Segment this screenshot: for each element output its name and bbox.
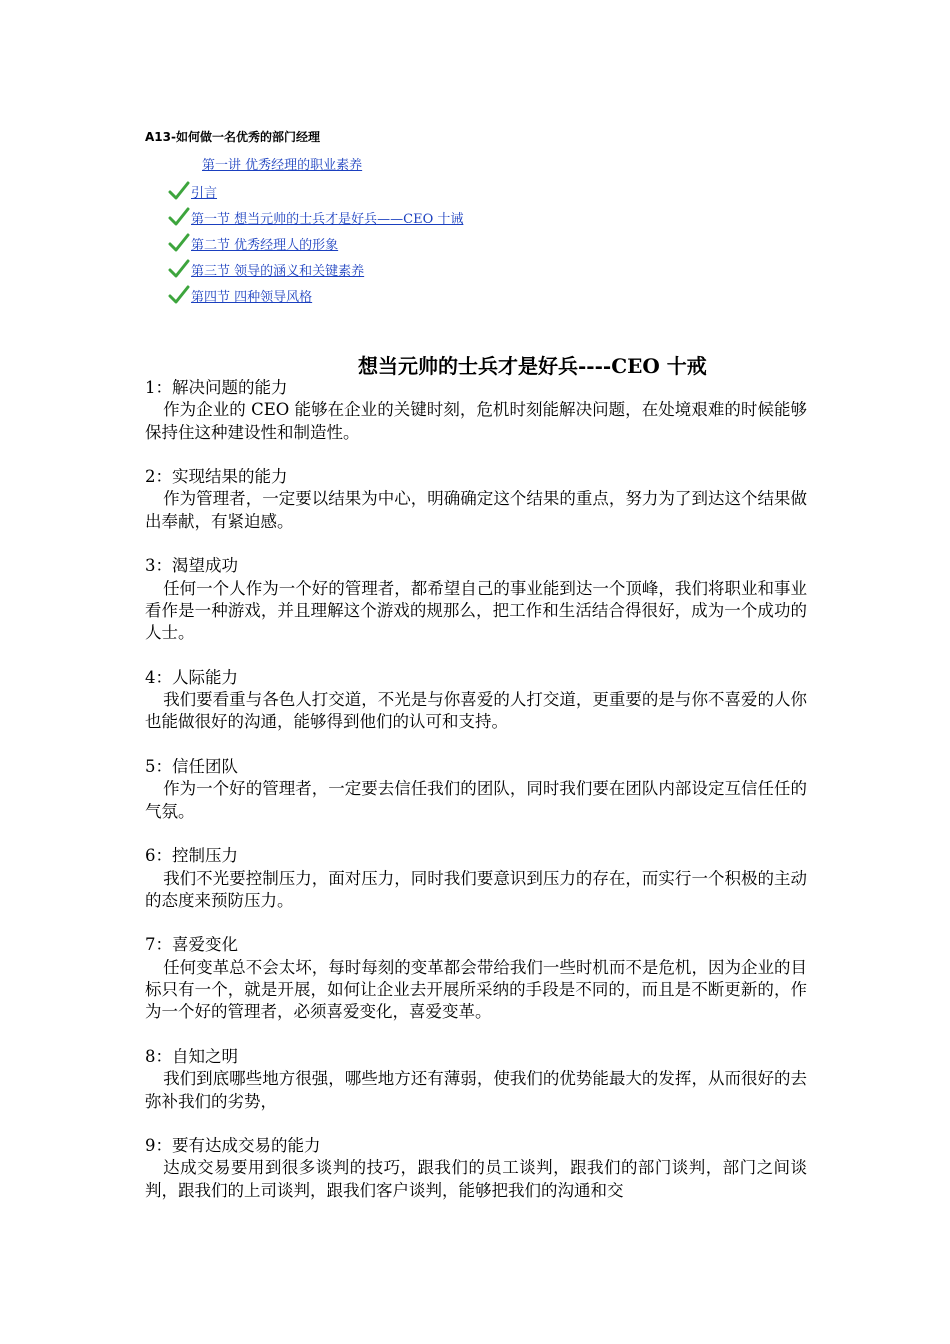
section-heading: 7：喜爱变化: [145, 935, 238, 955]
section-4: [145, 667, 807, 734]
section-heading: 9：要有达成交易的能力: [145, 1136, 321, 1156]
section-heading: 2：实现结果的能力: [145, 467, 288, 487]
checkmark-icon: [168, 207, 190, 227]
section-8: [145, 1046, 807, 1113]
toc-item: [168, 204, 463, 230]
toc-item: [168, 282, 463, 308]
section-heading: 4：人际能力: [145, 667, 238, 687]
section-1: [145, 377, 807, 444]
section-text: 我们要看重与各色人打交道，不光是与你喜爱的人打交道，更重要的是与你不喜爱的人你也能做很好的沟通，能够得到他们的认可和支持。: [145, 690, 807, 732]
checkmark-icon: [168, 259, 190, 279]
checkmark-icon: [168, 181, 190, 201]
checkmark-icon: [168, 233, 190, 253]
section-5: [145, 756, 807, 823]
section-3: [145, 555, 807, 644]
toc-link-section-1[interactable]: 第一节 想当元帅的士兵才是好兵——CEO 十诫: [191, 211, 464, 227]
section-2: [145, 466, 807, 533]
toc-lecture-link[interactable]: 第一讲 优秀经理的职业素养: [202, 158, 363, 173]
toc-item: [168, 178, 463, 204]
toc-link-section-2[interactable]: 第二节 优秀经理人的形象: [191, 237, 339, 253]
toc-item: [168, 230, 463, 256]
section-text: 达成交易要用到很多谈判的技巧，跟我们的员工谈判，跟我们的部门谈判，部门之间谈判，跟我们的上司谈判，跟我们客户谈判，能够把我们的沟通和交: [145, 1158, 807, 1200]
section-heading: 5：信任团队: [145, 757, 238, 777]
toc-link-intro[interactable]: 引言: [191, 185, 218, 201]
section-text: 作为一个好的管理者，一定要去信任我们的团队，同时我们要在团队内部设定互信任任的气氛。: [145, 779, 807, 821]
section-text: 我们到底哪些地方很强，哪些地方还有薄弱，使我们的优势能最大的发挥，从而很好的去弥补我们的劣势，: [145, 1069, 807, 1111]
toc-link-section-4[interactable]: 第四节 四种领导风格: [191, 289, 313, 305]
section-heading: 6：控制压力: [145, 846, 238, 866]
section-6: [145, 845, 807, 912]
section-9: [145, 1135, 807, 1202]
section-heading: 1：解决问题的能力: [145, 378, 288, 397]
section-text: 任何一个人作为一个好的管理者，都希望自己的事业能到达一个顶峰，我们将职业和事业看作是一种游戏，并且理解这个游戏的规那么，把工作和生活结合得很好，成为一个成功的人士。: [145, 578, 807, 643]
section-text: 任何变革总不会太坏，每时每刻的变革都会带给我们一些时机而不是危机，因为企业的目标只有一个，就是开展，如何让企业去开展所采纳的手段是不同的，而且是不断更新的，作为一个好的管理者，必须喜爱变化，喜爱变革。: [145, 957, 807, 1022]
toc-list: [168, 178, 463, 308]
article-title: 想当元帅的士兵才是好兵----CEO 十戒: [358, 354, 707, 378]
section-heading: 3：渴望成功: [145, 556, 238, 576]
section-heading: 8：自知之明: [145, 1046, 238, 1066]
checkmark-icon: [168, 285, 190, 305]
section-text: 作为管理者，一定要以结果为中心，明确确定这个结果的重点，努力为了到达这个结果做出奉献，有紧迫感。: [145, 489, 807, 531]
document-header: A13-如何做一名优秀的部门经理: [145, 130, 320, 144]
section-text: 作为企业的 CEO 能够在企业的关键时刻，危机时刻能解决问题，在处境艰难的时候能够保持住这种建设性和制造性。: [145, 400, 807, 442]
toc-link-section-3[interactable]: 第三节 领导的涵义和关键素养: [191, 263, 365, 279]
toc-item: [168, 256, 463, 282]
section-text: 我们不光要控制压力，面对压力，同时我们要意识到压力的存在，而实行一个积极的主动的态度来预防压力。: [145, 868, 807, 910]
section-7: [145, 934, 807, 1023]
article-body: [145, 377, 807, 1224]
